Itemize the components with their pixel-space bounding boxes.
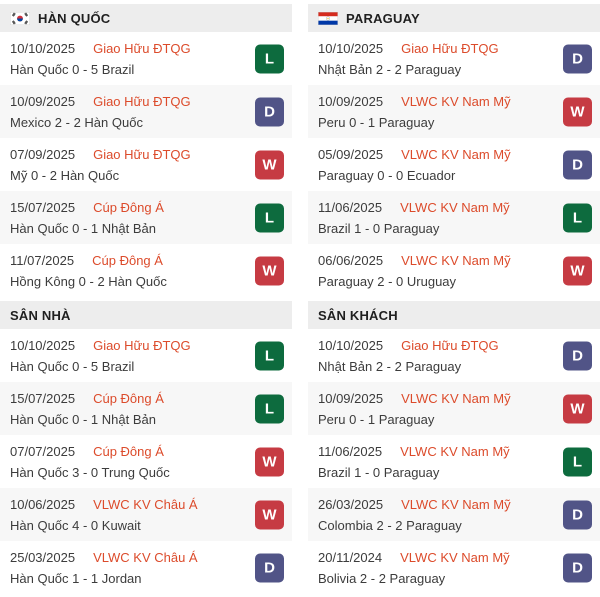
match-date: 05/09/2025 [318, 147, 384, 162]
competition-link[interactable]: Giao Hữu ĐTQG [93, 94, 191, 109]
match-date: 07/09/2025 [10, 147, 76, 162]
outcome-badge: D [563, 341, 592, 370]
competition-link[interactable]: VLWC KV Châu Á [93, 497, 198, 512]
competition-link[interactable]: Giao Hữu ĐTQG [401, 338, 499, 353]
outcome-badge: L [255, 394, 284, 423]
match-date: 15/07/2025 [10, 391, 76, 406]
match-meta [318, 253, 552, 268]
match-result: Hàn Quốc 3 - 0 Trung Quốc [10, 465, 170, 480]
match-meta [318, 94, 552, 109]
match-row[interactable] [308, 191, 600, 244]
outcome-badge: L [255, 341, 284, 370]
match-row[interactable] [308, 138, 600, 191]
competition-link[interactable]: Giao Hữu ĐTQG [401, 41, 499, 56]
match-result: Mỹ 0 - 2 Hàn Quốc [10, 168, 120, 183]
match-date: 10/10/2025 [10, 41, 76, 56]
match-row[interactable] [308, 329, 600, 382]
match-date: 06/06/2025 [318, 253, 384, 268]
match-result: Mexico 2 - 2 Hàn Quốc [10, 115, 143, 130]
form-section-korea-home [0, 297, 292, 594]
match-row[interactable] [0, 244, 292, 297]
paraguay-flag-icon [318, 12, 338, 25]
outcome-badge: W [563, 97, 592, 126]
match-meta [318, 41, 552, 56]
match-meta [318, 147, 552, 162]
match-date: 11/06/2025 [318, 444, 383, 459]
match-result: Paraguay 2 - 0 Uruguay [318, 274, 457, 289]
match-date: 10/09/2025 [10, 94, 76, 109]
match-date: 10/09/2025 [318, 94, 384, 109]
match-meta [10, 200, 244, 215]
competition-link[interactable]: Giao Hữu ĐTQG [93, 41, 191, 56]
match-result: Hàn Quốc 0 - 1 Nhật Bản [10, 412, 156, 427]
outcome-badge: D [255, 553, 284, 582]
section-header [308, 301, 600, 329]
match-row[interactable] [308, 244, 600, 297]
match-meta [10, 41, 244, 56]
match-date: 10/10/2025 [318, 41, 384, 56]
match-date: 15/07/2025 [10, 200, 76, 215]
form-section-paraguay-recent [308, 0, 600, 297]
match-row[interactable] [0, 541, 292, 594]
competition-link[interactable]: VLWC KV Nam Mỹ [401, 94, 511, 109]
outcome-badge: D [563, 553, 592, 582]
match-row[interactable] [0, 138, 292, 191]
outcome-badge: W [255, 256, 284, 285]
match-meta [10, 391, 244, 406]
outcome-badge: W [255, 500, 284, 529]
south-korea-flag-icon [10, 12, 30, 25]
competition-link[interactable]: VLWC KV Nam Mỹ [401, 497, 511, 512]
outcome-badge: D [563, 150, 592, 179]
form-section-korea-recent [0, 0, 292, 297]
competition-link[interactable]: VLWC KV Nam Mỹ [401, 147, 511, 162]
match-list [308, 329, 600, 594]
match-row[interactable] [308, 541, 600, 594]
match-meta [318, 391, 552, 406]
match-result: Brazil 1 - 0 Paraguay [318, 221, 440, 236]
competition-link[interactable]: Cúp Đông Á [93, 200, 164, 215]
match-result: Hàn Quốc 0 - 5 Brazil [10, 62, 135, 77]
competition-link[interactable]: VLWC KV Nam Mỹ [400, 550, 510, 565]
match-date: 10/09/2025 [318, 391, 384, 406]
match-meta [10, 338, 244, 353]
competition-link[interactable]: VLWC KV Nam Mỹ [400, 200, 510, 215]
section-title: SÂN KHÁCH [318, 307, 398, 323]
match-row[interactable] [308, 382, 600, 435]
outcome-badge: W [255, 447, 284, 476]
match-list [0, 329, 292, 594]
match-date: 11/07/2025 [10, 253, 75, 268]
match-date: 25/03/2025 [10, 550, 76, 565]
match-row[interactable] [0, 382, 292, 435]
match-result: Nhật Bản 2 - 2 Paraguay [318, 359, 462, 374]
match-date: 20/11/2024 [318, 550, 383, 565]
outcome-badge: L [255, 44, 284, 73]
competition-link[interactable]: Cúp Đông Á [93, 444, 164, 459]
match-date: 10/06/2025 [10, 497, 76, 512]
match-row[interactable] [0, 32, 292, 85]
match-result: Hồng Kông 0 - 2 Hàn Quốc [10, 274, 167, 289]
match-row[interactable] [0, 488, 292, 541]
section-header [0, 4, 292, 32]
outcome-badge: W [563, 394, 592, 423]
section-title: SÂN NHÀ [10, 307, 71, 323]
match-result: Hàn Quốc 0 - 1 Nhật Bản [10, 221, 156, 236]
match-meta [10, 94, 244, 109]
match-meta [10, 550, 244, 565]
match-date: 26/03/2025 [318, 497, 384, 512]
match-result: Bolivia 2 - 2 Paraguay [318, 571, 446, 586]
section-title: PARAGUAY [346, 10, 420, 26]
match-row[interactable] [0, 191, 292, 244]
section-title: HÀN QUỐC [38, 10, 111, 26]
match-meta [318, 550, 552, 565]
competition-link[interactable]: Giao Hữu ĐTQG [93, 147, 191, 162]
match-date: 10/10/2025 [318, 338, 384, 353]
match-meta [318, 444, 552, 459]
match-result: Hàn Quốc 0 - 5 Brazil [10, 359, 135, 374]
match-row[interactable] [0, 435, 292, 488]
competition-link[interactable]: VLWC KV Nam Mỹ [401, 253, 511, 268]
match-meta [10, 253, 244, 268]
match-result: Paraguay 0 - 0 Ecuador [318, 168, 456, 183]
match-list [308, 32, 600, 297]
match-result: Hàn Quốc 1 - 1 Jordan [10, 571, 142, 586]
match-date: 10/10/2025 [10, 338, 76, 353]
competition-link[interactable]: VLWC KV Châu Á [93, 550, 198, 565]
match-row[interactable] [0, 85, 292, 138]
match-row[interactable] [308, 435, 600, 488]
outcome-badge: L [563, 203, 592, 232]
match-result: Nhật Bản 2 - 2 Paraguay [318, 62, 462, 77]
match-result: Peru 0 - 1 Paraguay [318, 412, 435, 427]
outcome-badge: W [563, 256, 592, 285]
match-list [0, 32, 292, 297]
competition-link[interactable]: Cúp Đông Á [93, 391, 164, 406]
match-result: Peru 0 - 1 Paraguay [318, 115, 435, 130]
outcome-badge: L [255, 203, 284, 232]
match-result: Brazil 1 - 0 Paraguay [318, 465, 440, 480]
outcome-badge: W [255, 150, 284, 179]
match-meta [318, 497, 552, 512]
section-header [308, 4, 600, 32]
competition-link[interactable]: VLWC KV Nam Mỹ [400, 444, 510, 459]
match-row[interactable] [308, 85, 600, 138]
outcome-badge: D [255, 97, 284, 126]
match-date: 07/07/2025 [10, 444, 76, 459]
competition-link[interactable]: VLWC KV Nam Mỹ [401, 391, 511, 406]
outcome-badge: L [563, 447, 592, 476]
match-row[interactable] [308, 32, 600, 85]
match-meta [318, 338, 552, 353]
outcome-badge: D [563, 44, 592, 73]
match-meta [10, 147, 244, 162]
form-section-paraguay-away [308, 297, 600, 594]
competition-link[interactable]: Giao Hữu ĐTQG [93, 338, 191, 353]
match-meta [10, 497, 244, 512]
match-result: Hàn Quốc 4 - 0 Kuwait [10, 518, 141, 533]
outcome-badge: D [563, 500, 592, 529]
match-meta [318, 200, 552, 215]
section-header [0, 301, 292, 329]
match-row[interactable] [308, 488, 600, 541]
match-result: Colombia 2 - 2 Paraguay [318, 518, 462, 533]
match-meta [10, 444, 244, 459]
match-date: 11/06/2025 [318, 200, 383, 215]
competition-link[interactable]: Cúp Đông Á [92, 253, 163, 268]
match-row[interactable] [0, 329, 292, 382]
